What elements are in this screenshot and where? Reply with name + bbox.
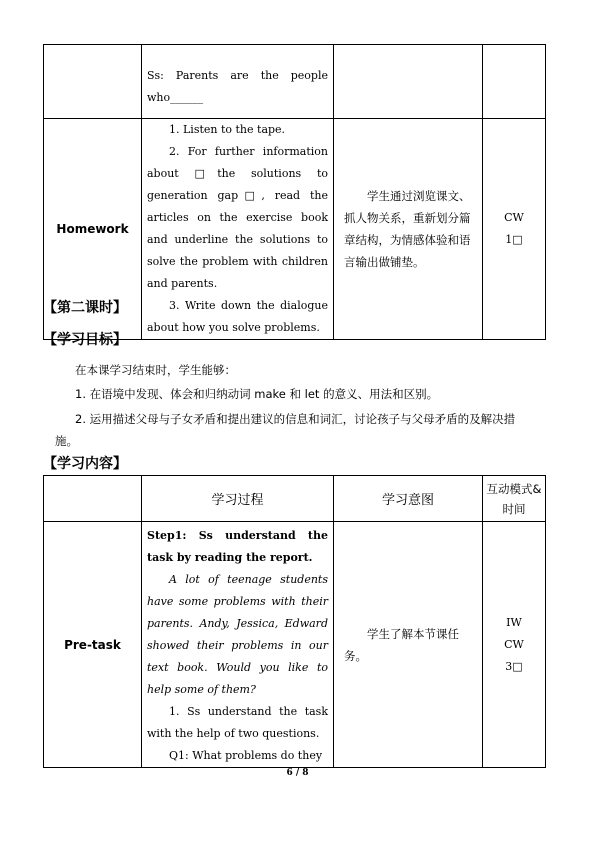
table-row <box>44 45 546 119</box>
section-heading-content: 【学习内容】 <box>43 456 127 472</box>
homework-item: 2. For further information about □the solutions to generation gap□, read the articles on the exercise book and underline the solutions to solve the problem with children and parents. <box>147 145 328 290</box>
mode-cell <box>483 522 546 768</box>
step-title: Step1: Ss understand the task by reading the report. <box>147 529 328 564</box>
step-item: 1. Ss understand the task with the help of two questions. <box>147 705 328 740</box>
intent-cell <box>334 522 483 768</box>
page-number: 6 / 8 <box>286 768 309 778</box>
content-table <box>43 475 546 768</box>
header-cell <box>44 476 142 522</box>
stage-label: Homework <box>44 119 142 340</box>
intent-cell <box>334 119 483 340</box>
mode-cell <box>483 119 546 340</box>
header-intent: 学习意图 <box>334 476 483 522</box>
table-cell <box>334 45 483 119</box>
table-cell <box>483 45 546 119</box>
process-text: Ss: Parents are the people who______ <box>147 69 328 104</box>
stage-label: Pre-task <box>44 522 142 768</box>
objective-item: 2. 运用描述父母与子女矛盾和提出建议的信息和词汇，讨论孩子与父母矛盾的及解决措施。 <box>55 412 516 448</box>
homework-table <box>43 44 546 340</box>
objectives-intro: 在本课学习结束时，学生能够： <box>75 363 236 377</box>
process-cell <box>142 119 334 340</box>
homework-item: 3. Write down the dialogue about how you solve problems. <box>147 299 328 334</box>
section-heading-objectives: 【学习目标】 <box>43 332 127 348</box>
report-text: A lot of teenage students have some problems with their parents. Andy, Jessica, Edward showed their problems in our text book. Would you like to help some of them? <box>147 573 328 696</box>
table-header-row <box>44 476 546 522</box>
table-cell <box>44 45 142 119</box>
process-cell <box>142 45 334 119</box>
section-heading-lesson2: 【第二课时】 <box>43 300 127 316</box>
mode-value: IW <box>506 615 522 629</box>
time-value: 1□ <box>505 233 523 246</box>
time-value: 3□ <box>505 659 523 673</box>
question-text: Q1: What problems do they <box>169 749 323 762</box>
homework-item: 1. Listen to the tape. <box>169 123 286 136</box>
mode-value: CW <box>504 637 524 651</box>
intent-text: 学生了解本节课任务。 <box>344 626 459 663</box>
process-cell <box>142 522 334 768</box>
mode-value: CW <box>504 211 524 224</box>
header-process: 学习过程 <box>142 476 334 522</box>
table-row <box>44 522 546 768</box>
objective-item: 1. 在语境中发现、体会和归纳动词 make 和 let 的意义、用法和区别。 <box>75 387 439 401</box>
header-mode: 互动模式&时间 <box>483 476 546 522</box>
intent-text: 学生通过浏览课文、抓人物关系，重新划分篇章结构，为情感体验和语言输出做铺垫。 <box>344 189 471 269</box>
